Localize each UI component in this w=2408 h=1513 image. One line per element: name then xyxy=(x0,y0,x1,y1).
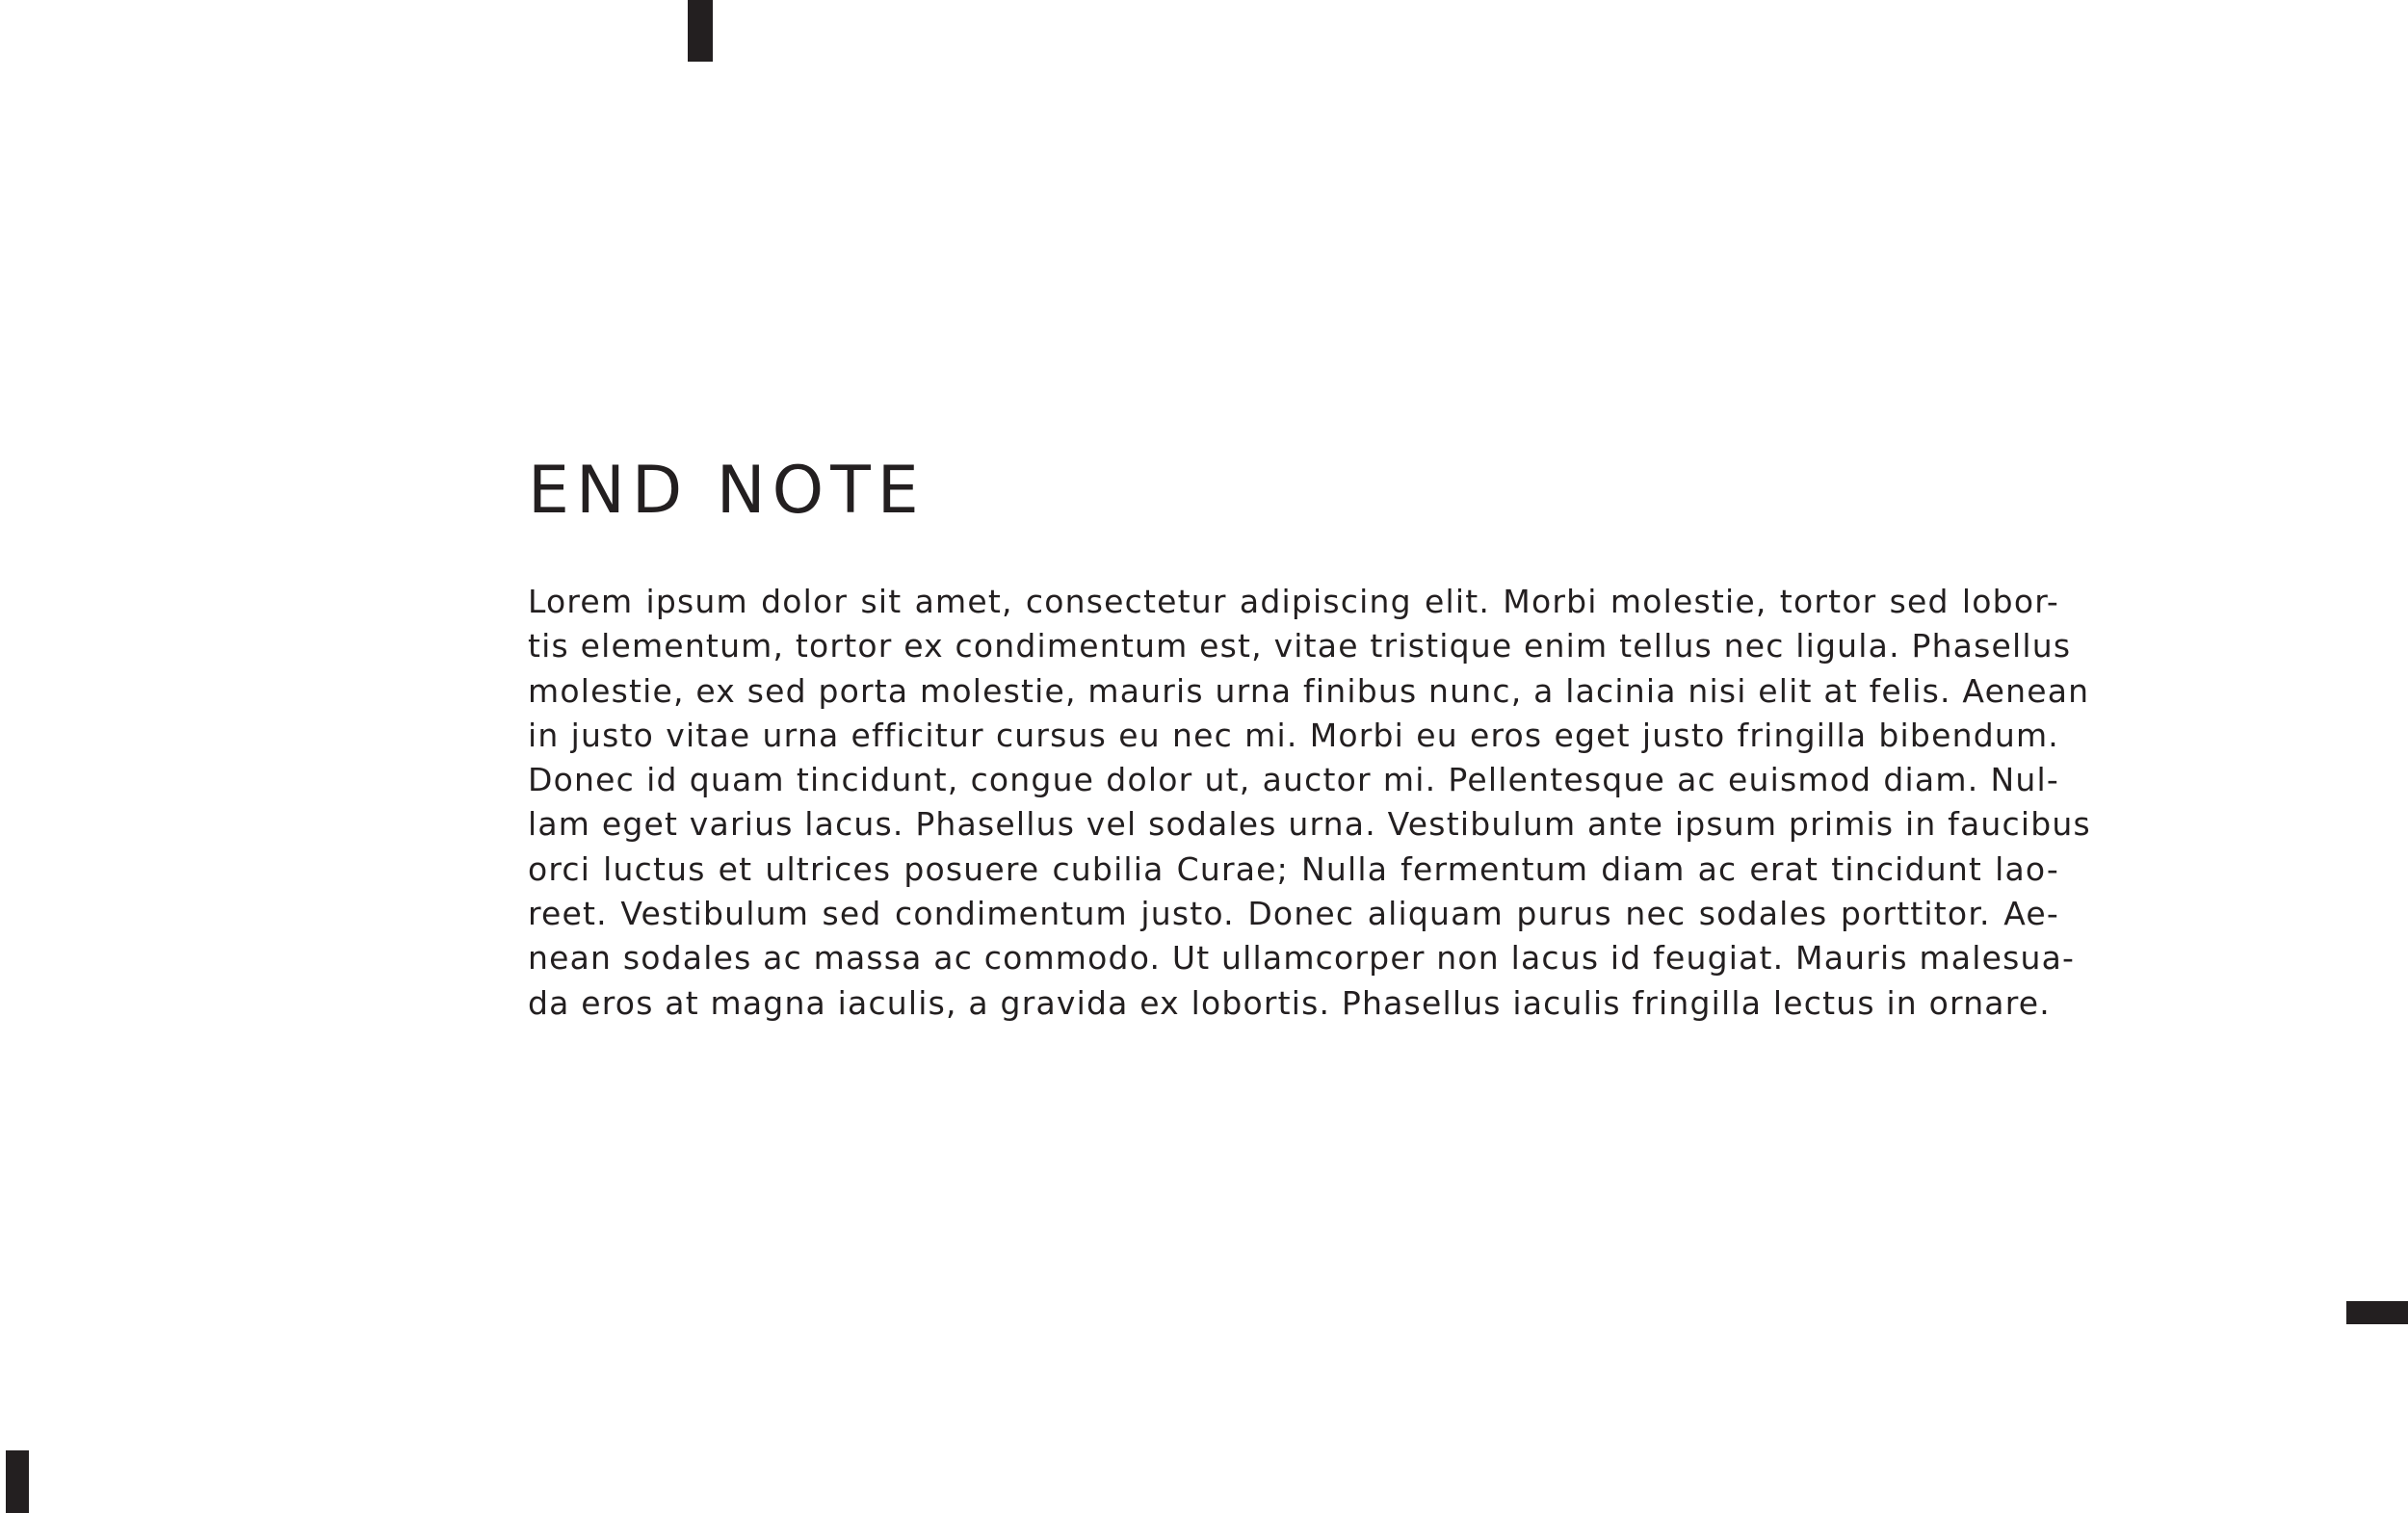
body-line: lam eget varius lacus. Phasellus vel sodales urna. Vestibulum ante ipsum primis in faucibus xyxy=(528,805,2091,844)
body-line: nean sodales ac massa ac commodo. Ut ullamcorper non lacus id feugiat. Mauris malesua- xyxy=(528,939,2076,978)
crop-mark-right xyxy=(2346,1301,2408,1324)
body-line: Lorem ipsum dolor sit amet, consectetur adipiscing elit. Morbi molestie, tortor sed lobor- xyxy=(528,583,2059,620)
crop-mark-top xyxy=(688,0,713,62)
body-line: orci luctus et ultrices posuere cubilia Curae; Nulla fermentum diam ac erat tincidunt lao- xyxy=(528,849,2059,888)
body-line: reet. Vestibulum sed condimentum justo. Donec aliquam purus nec sodales porttitor. Ae- xyxy=(528,895,2059,933)
body-line: in justo vitae urna efficitur cursus eu nec mi. Morbi eu eros eget justo fringilla bibendum. xyxy=(528,716,2059,754)
body-line: tis elementum, tortor ex condimentum est, vitae tristique enim tellus nec ligula. Phasellus xyxy=(528,627,2072,665)
crop-mark-bottom-left xyxy=(6,1450,29,1513)
end-note-section xyxy=(528,453,2091,1026)
body-line: da eros at magna iaculis, a gravida ex lobortis. Phasellus iaculis fringilla lectus in ornare. xyxy=(528,983,2051,1022)
page-title: END NOTE xyxy=(528,453,926,529)
body-line: Donec id quam tincidunt, congue dolor ut, auctor mi. Pellentesque ac euismod diam. Nul- xyxy=(528,761,2059,799)
body-line: molestie, ex sed porta molestie, mauris urna finibus nunc, a lacinia nisi elit at felis. Aenean xyxy=(528,671,2090,710)
end-note-body xyxy=(528,580,2091,1026)
